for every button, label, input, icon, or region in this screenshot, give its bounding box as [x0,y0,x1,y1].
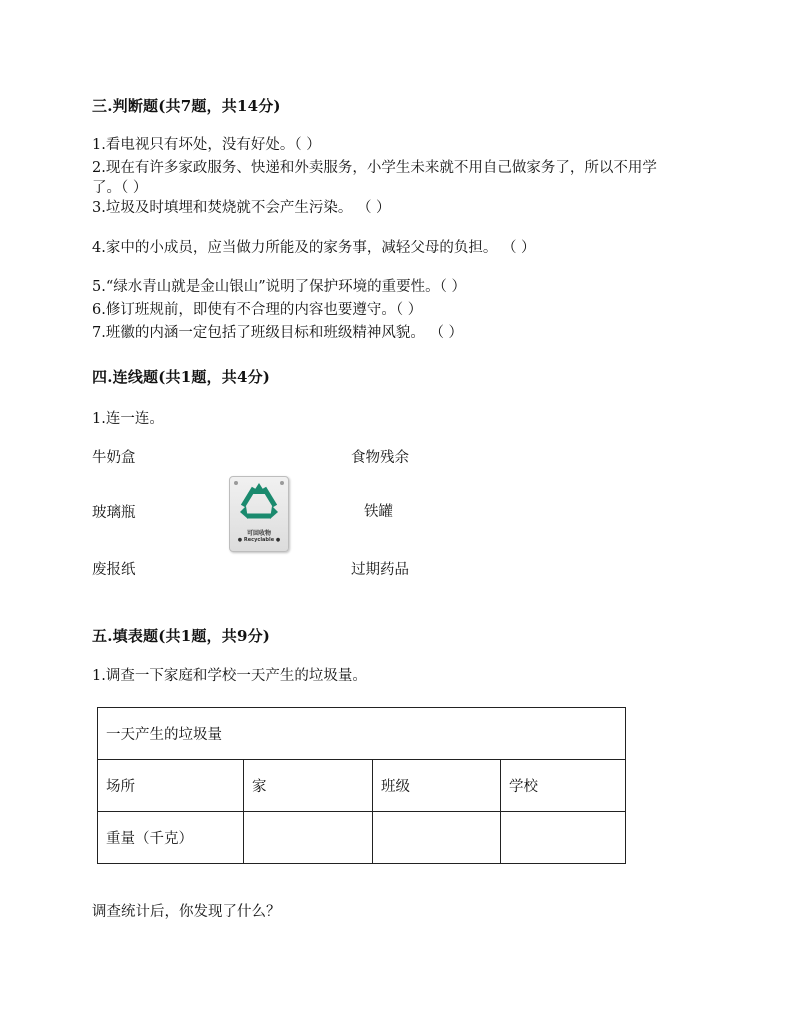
section-3-title: 三.判断题(共7题，共14分) [92,97,281,115]
recyclable-sign [229,476,289,552]
question-line: 6.修订班规前，即使有不合理的内容也要遵守。（ ） [92,302,423,318]
table-row [98,760,626,812]
section-5-title: 五.填表题(共1题，共9分) [92,627,271,645]
followup-question: 调查统计后，你发现了什么？ [92,904,281,920]
table-cell: 场所 [98,760,244,812]
recycle-icon [230,479,288,529]
question-line: 7.班徽的内涵一定包括了班级目标和班级精神风貌。 （ ） [92,325,464,341]
right-item-expired-medicine: 过期药品 [351,562,409,578]
question-line: 1.看电视只有坏处，没有好处。（ ） [92,137,321,153]
table-cell: 班级 [373,760,501,812]
right-item-iron-can: 铁罐 [364,504,393,520]
table-header-cell: 一天产生的垃圾量 [98,708,626,760]
table-question: 1.调查一下家庭和学校一天产生的垃圾量。 [92,668,367,684]
garbage-survey-table [97,707,626,864]
sign-label-en: ● Recyclable ● [237,537,281,543]
table-row [98,812,626,864]
left-item-milk-carton: 牛奶盒 [92,450,136,466]
section-4-title: 四.连线题(共1题，共4分) [92,368,271,386]
question-line: 2.现在有许多家政服务、快递和外卖服务，小学生未来就不用自己做家务了，所以不用学 [92,160,657,176]
table-cell-blank[interactable] [244,812,373,864]
sign-label-cn: 可回收物 [246,530,271,537]
question-line: 4.家中的小成员，应当做力所能及的家务事，减轻父母的负担。 （ ） [92,240,536,256]
question-line: 了。（ ） [92,180,148,196]
question-line: 5.“绿水青山就是金山银山”说明了保护环境的重要性。（ ） [92,279,467,295]
right-item-food-waste: 食物残余 [351,450,409,466]
left-item-glass-bottle: 玻璃瓶 [92,505,136,521]
table-cell: 学校 [501,760,626,812]
left-item-newspaper: 废报纸 [92,562,136,578]
matching-question: 1.连一连。 [92,411,164,427]
table-row [98,708,626,760]
question-line: 3.垃圾及时填埋和焚烧就不会产生污染。 （ ） [92,200,391,216]
table-cell: 重量（千克） [98,812,244,864]
table-cell-blank[interactable] [373,812,501,864]
table-cell: 家 [244,760,373,812]
table-cell-blank[interactable] [501,812,626,864]
